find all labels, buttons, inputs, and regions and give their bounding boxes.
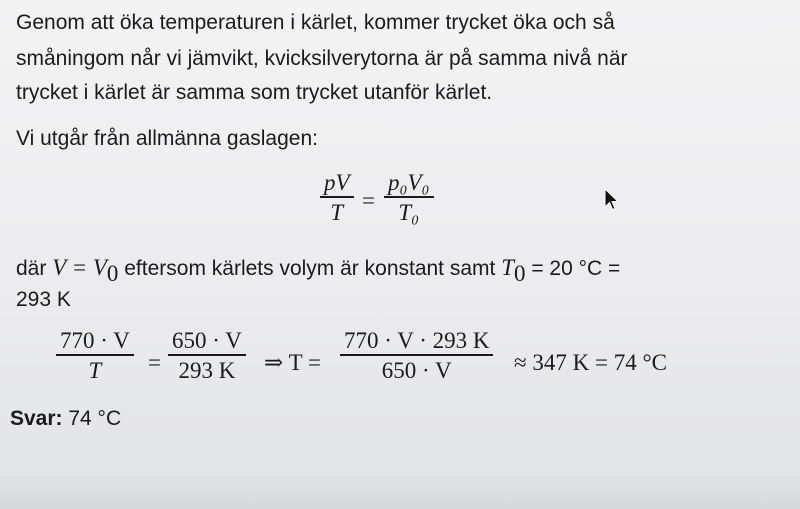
answer-line: [10, 404, 121, 434]
intro-line-2: småningom når vi jämvikt, kvicksilverytorna är på samma nivå när: [16, 47, 628, 70]
condition-line-2: 293 K: [16, 288, 71, 311]
calc-fraction-3: [340, 328, 493, 386]
calc-equals: =: [148, 350, 161, 375]
gas-law-rhs-denominator: T₀: [398, 199, 420, 225]
answer-label: Svar:: [10, 407, 63, 430]
calc-fraction-2-numerator: 650 · V: [172, 328, 242, 353]
calc-fraction-1-denominator: T: [88, 357, 102, 383]
screen-bottom-edge: [0, 469, 800, 509]
condition-v-eq: V = V: [52, 255, 107, 280]
condition-v-sub: 0: [106, 260, 119, 286]
gas-law-lhs-denominator: T: [330, 199, 344, 225]
calc-fraction-1: [56, 328, 134, 386]
condition-t-sub: 0: [514, 260, 526, 286]
intro-line-3: trycket i kärlet är samma som trycket utanför kärlet.: [16, 81, 493, 104]
condition-t-value: = 20 °C =: [525, 257, 621, 280]
condition-middle: eftersom kärlets volym är konstant samt: [118, 257, 502, 280]
calc-fraction-2: [168, 328, 246, 386]
gas-law-lhs-fraction: [320, 170, 354, 228]
gas-law-rhs-numerator: p₀V₀: [388, 170, 430, 195]
calc-fraction-1-numerator: 770 · V: [60, 328, 130, 353]
calc-fraction-3-numerator: 770 · V · 293 K: [344, 328, 490, 353]
calc-implies: ⇒ T =: [264, 350, 321, 375]
intro-line-1: Genom att öka temperaturen i kärlet, kommer trycket öka och så: [16, 11, 615, 34]
mouse-pointer-icon: [604, 188, 620, 217]
condition-t: T: [501, 255, 514, 280]
gas-law-rhs-fraction: [384, 170, 434, 228]
gas-law-lhs-numerator: pV: [324, 170, 350, 195]
calc-fraction-3-denominator: 650 · V: [381, 357, 452, 383]
answer-value: 74 °C: [62, 407, 122, 430]
calc-result: ≈ 347 K = 74 °C: [514, 350, 667, 375]
condition-prefix: där: [16, 257, 53, 280]
gas-law-equals: =: [362, 188, 375, 213]
calc-fraction-2-denominator: 293 K: [178, 357, 236, 383]
gas-law-intro: Vi utgår från allmänna gaslagen:: [16, 127, 318, 150]
condition-line-1: [16, 251, 620, 291]
